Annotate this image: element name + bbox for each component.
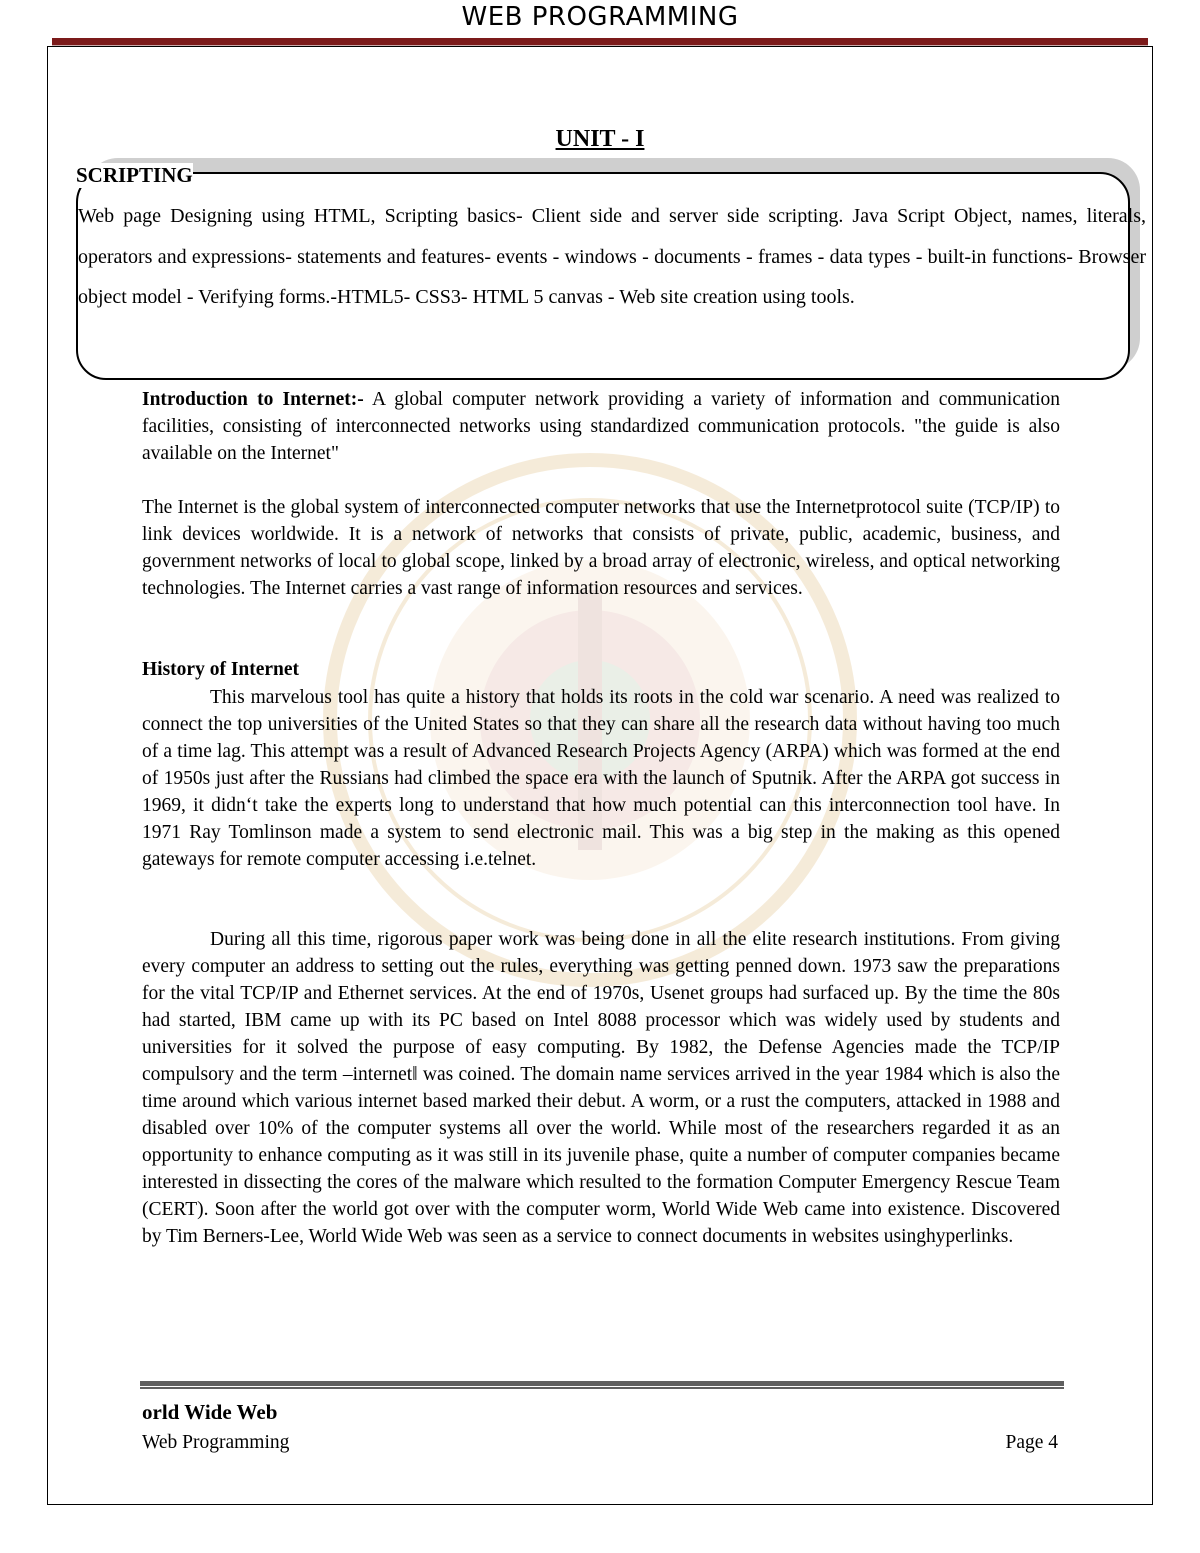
internet-paragraph: The Internet is the global system of interconnected computer networks that use the Internetprotocol suite (TCP/IP) to link devices worldwide. It is a network of networks that consists of private, public, academic, business, and government networks of local to global scope, linked by a broad array of electronic, wireless, and optical networking technologies. The Internet carries a vast range of information resources and services. [142,497,1060,599]
running-header-title: WEB PROGRAMMING [461,2,739,32]
history-paragraph-2: During all this time, rigorous paper work was being done in all the elite research institutions. From giving every computer an address to setting out the rules, everything was getting penned down. 1973 saw the preparations for the vital TCP/IP and Ethernet services. At the end of 1970s, Usenet groups had surfaced up. By the time the 80s had started, IBM came up with its PC based on Intel 8088 processor which was widely used by students and universities for it solved the purpose of easy computing. By 1982, the Defense Agencies made the TCP/IP compulsory and the term –internet‖ was coined. The domain name services arrived in the year 1984 which is also the time around which various internet based marked their debut. A worm, or a rust the computers, attacked in 1988 and disabled over 10% of the computer systems all over the world. While most of the researchers regarded it as an opportunity to enhance computing as it was still in its juvenile phase, quite a number of computer companies became interested in dissecting the cores of the malware which resulted to the formation Computer Emergency Rescue Team (CERT). Soon after the world got over with the computer worm, World Wide Web came into existence. Discovered by Tim Berners-Lee, World Wide Web was seen as a service to connect documents in websites usinghyperlinks. [142,929,1060,1247]
intro-text: A global computer network providing a variety of information and communication facilities, consisting of interconnected networks using standardized communication protocols. "the guide is also available on the Internet" [142,389,1060,464]
footer-course-name: Web Programming [142,1432,290,1453]
page-number: Page 4 [1005,1432,1058,1453]
footer-carry-heading: orld Wide Web [142,1400,278,1424]
history-heading: History of Internet [142,659,300,680]
intro-paragraph [142,386,1060,467]
unit-title: UNIT - I [555,126,645,152]
section-label: SCRIPTING [76,163,193,187]
history-paragraph-1: This marvelous tool has quite a history that holds its roots in the cold war scenario. A need was realized to connect the top universities of the United States so that they can share all the research data without having too much of a time lag. This attempt was a result of Advanced Research Projects Agency (ARPA) which was formed at the end of 1950s just after the Russians had climbed the space era with the launch of Sputnik. After the ARPA got success in 1969, it didn‘t take the experts long to understand that how much potential can this interconnection tool have. In 1971 Ray Tomlinson made a system to send electronic mail. This was a big step in the making as this opened gateways for remote computer accessing i.e.telnet. [142,687,1060,870]
syllabus-text: Web page Designing using HTML, Scripting basics- Client side and server side scripting. Java Script Object, names, literals, operators and expressions- statements and features- events - windows - documents - frames - data types - built-in functions- Browser object model - Verifying forms.-HTML5- CSS3- HTML 5 canvas - Web site creation using tools. [78,205,1146,308]
intro-heading: Introduction to Internet:- [142,389,364,410]
footer-rule [140,1381,1064,1389]
